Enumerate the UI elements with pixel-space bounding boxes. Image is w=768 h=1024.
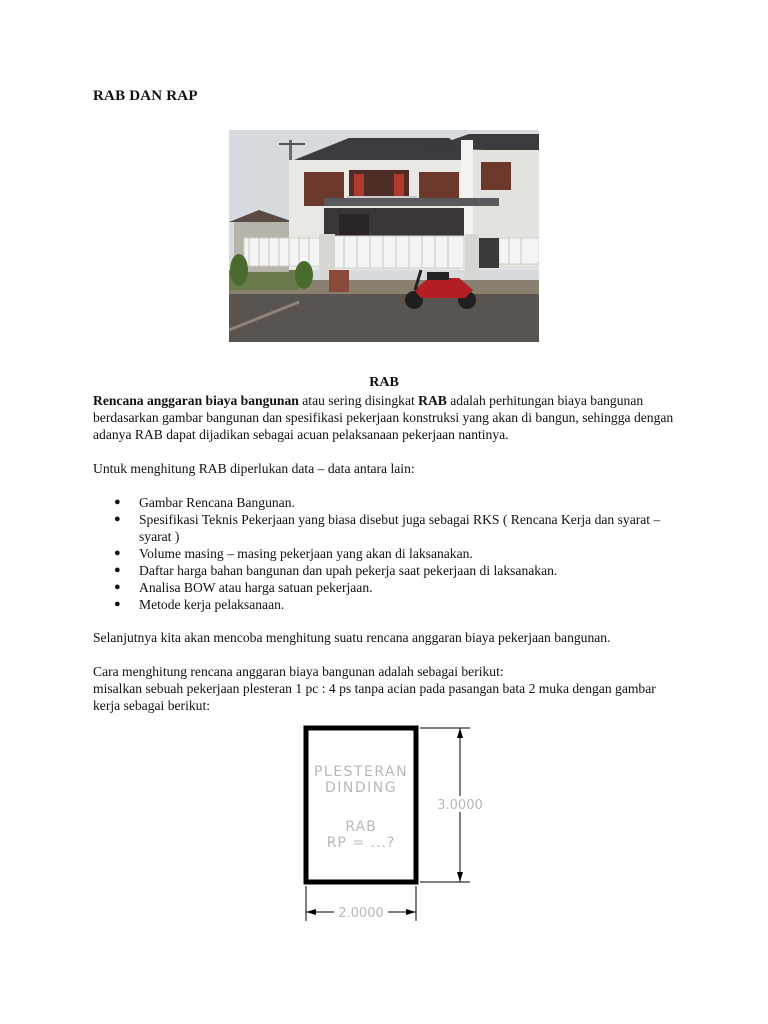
section-heading-rab: RAB xyxy=(369,375,399,390)
list-item-text: Volume masing – masing pekerjaan yang akan di laksanakan. xyxy=(139,546,473,561)
bullet-icon: ● xyxy=(114,513,121,525)
list-item-text: Metode kerja pelaksanaan. xyxy=(139,597,285,612)
bullet-icon: ● xyxy=(114,598,121,610)
list-item xyxy=(93,545,683,562)
list-item xyxy=(93,579,683,596)
bullet-icon: ● xyxy=(114,564,121,576)
bold-term-rencana-anggaran: Rencana anggaran biaya bangunan xyxy=(93,393,299,408)
wall-outline xyxy=(306,728,416,882)
paragraph-text-b: adalah perhitungan biaya bangunan berdasarkan gambar bangunan dan spesifikasi pekerjaan konstruksi yang akan di bangun, sehingga dengan adanya RAB dapat dijadikan sebagai acuan pelaksanaan pekerjaan nantinya. xyxy=(93,393,674,442)
list-item xyxy=(93,494,683,511)
drawing-label-dinding: DINDING xyxy=(324,780,398,796)
bold-term-rab: RAB xyxy=(418,393,447,408)
arrow-down-icon xyxy=(457,872,463,882)
arrow-right-icon xyxy=(406,909,416,915)
drawing-label-rab: RAB xyxy=(345,819,377,835)
list-item xyxy=(93,511,683,545)
width-dimension-label: 2.0000 xyxy=(338,906,384,921)
wall-plaster-drawing xyxy=(240,716,530,931)
wall-drawing-svg xyxy=(240,716,530,931)
paragraph-example: misalkan sebuah pekerjaan plesteran 1 pc : 4 ps tanpa acian pada pasangan bata 2 muka dengan gambar kerja sebagai berikut: xyxy=(93,681,656,713)
list-item-text: Spesifikasi Teknis Pekerjaan yang biasa disebut juga sebagai RKS ( Rencana Kerja dan syarat – syarat ) xyxy=(139,512,661,544)
house-photo-icon xyxy=(229,130,539,342)
list-item-text: Daftar harga bahan bangunan dan upah pekerja saat pekerjaan di laksanakan. xyxy=(139,563,558,578)
height-dimension-label: 3.0000 xyxy=(437,798,483,813)
arrow-up-icon xyxy=(457,728,463,738)
paragraph-rab-definition xyxy=(93,392,683,443)
drawing-label-plesteran: PLESTERAN xyxy=(313,764,409,780)
document-title: RAB DAN RAP xyxy=(93,88,198,104)
bullet-icon: ● xyxy=(114,581,121,593)
requirements-list xyxy=(93,494,683,613)
arrow-left-icon xyxy=(306,909,316,915)
list-item xyxy=(93,562,683,579)
paragraph-next-step: Selanjutnya kita akan mencoba menghitung suatu rencana anggaran biaya pekerjaan bangunan. xyxy=(93,630,611,645)
paragraph-method: Cara menghitung rencana anggaran biaya bangunan adalah sebagai berikut: xyxy=(93,664,504,679)
list-item-text: Analisa BOW atau harga satuan pekerjaan. xyxy=(139,580,373,595)
drawing-label-rp: RP = ...? xyxy=(326,835,396,851)
house-photo xyxy=(229,130,539,342)
list-item-text: Gambar Rencana Bangunan. xyxy=(139,495,295,510)
bullet-icon: ● xyxy=(114,547,121,559)
bullet-icon: ● xyxy=(114,496,121,508)
paragraph-text-a: atau sering disingkat xyxy=(298,393,419,408)
intro-line: Untuk menghitung RAB diperlukan data – data antara lain: xyxy=(93,461,415,476)
list-item xyxy=(93,596,683,613)
